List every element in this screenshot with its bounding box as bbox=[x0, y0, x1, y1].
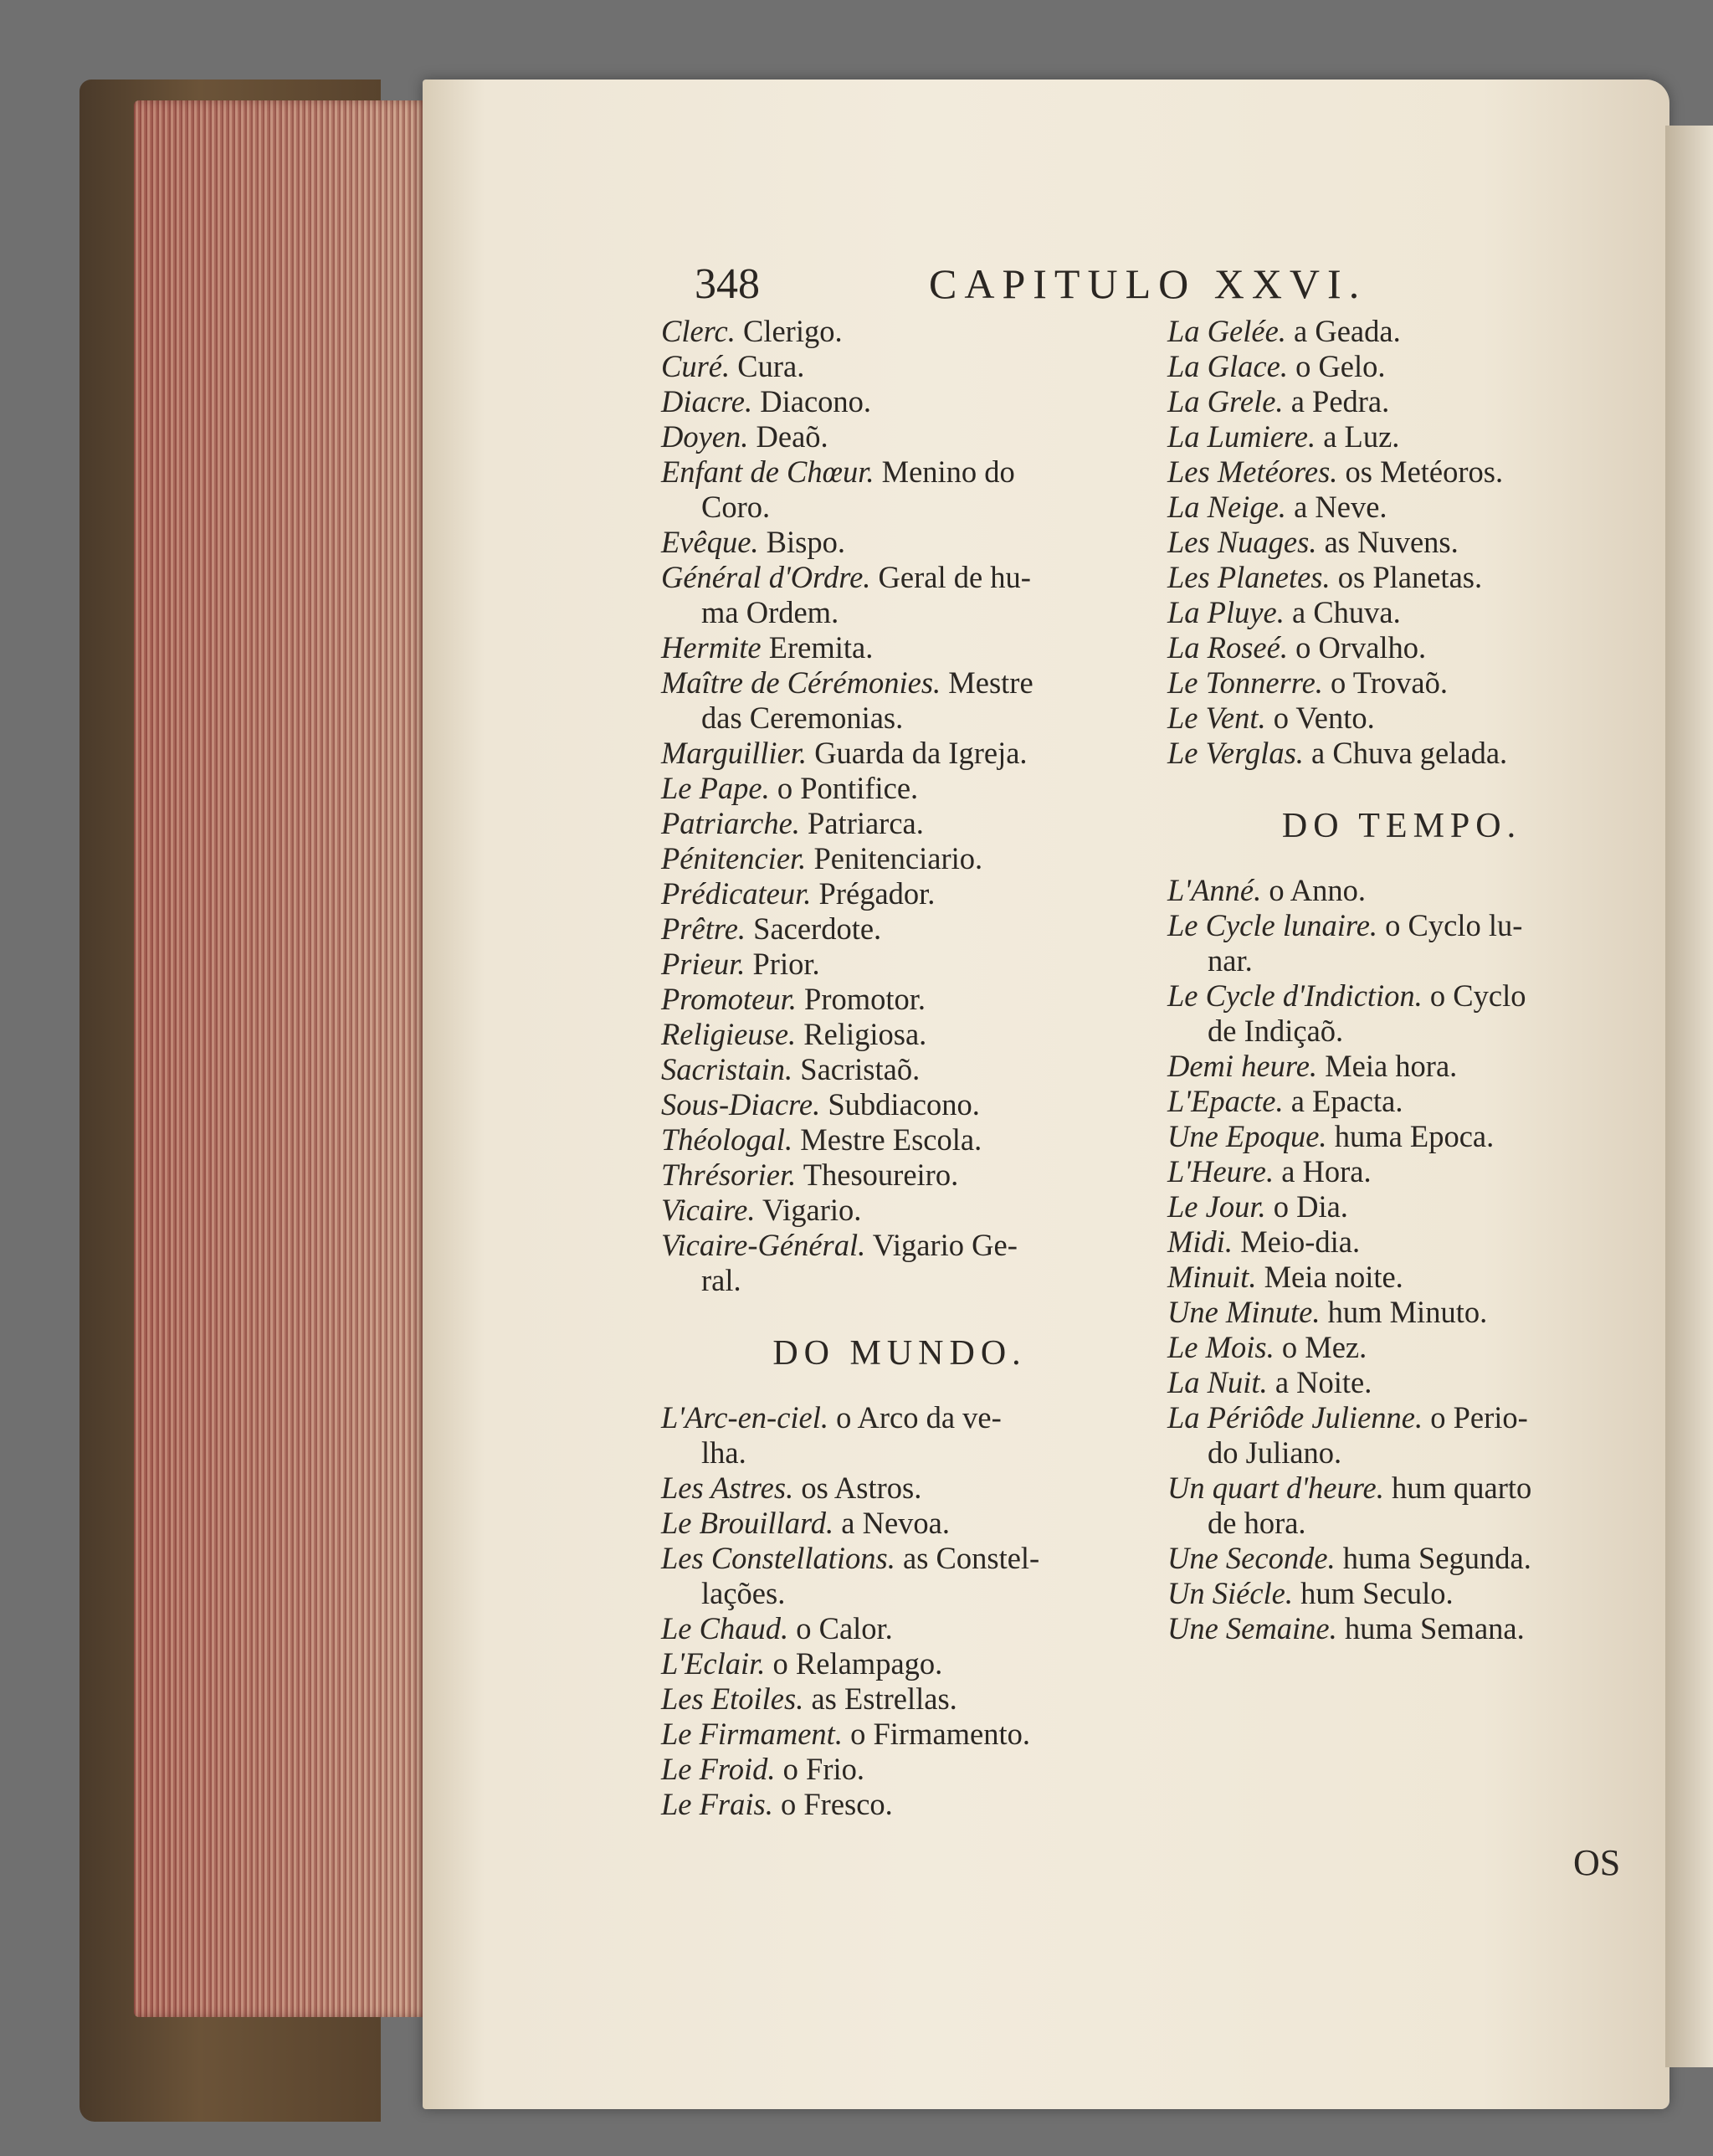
glossary-entry bbox=[661, 665, 1138, 701]
portuguese-term: o Perio- bbox=[1430, 1400, 1528, 1435]
french-term: La Grele. bbox=[1167, 384, 1284, 418]
french-term: Les Astres. bbox=[661, 1471, 794, 1505]
glossary-entry bbox=[661, 947, 1138, 982]
french-term: Le Cycle lunaire. bbox=[1167, 908, 1378, 942]
portuguese-term: Prégador. bbox=[818, 876, 936, 911]
french-term: La Nuit. bbox=[1167, 1365, 1268, 1399]
entry-continuation: lha. bbox=[701, 1435, 746, 1470]
glossary-entry bbox=[661, 314, 1138, 349]
portuguese-term: Cura. bbox=[737, 349, 805, 383]
french-term: Les Metéores. bbox=[1167, 454, 1338, 489]
french-term: Le Pape. bbox=[661, 771, 770, 805]
portuguese-term: huma Semana. bbox=[1344, 1611, 1525, 1645]
french-term: Le Cycle d'Indiction. bbox=[1167, 978, 1423, 1013]
portuguese-term: Menino do bbox=[881, 454, 1015, 489]
glossary-entry bbox=[1167, 1576, 1636, 1611]
portuguese-term: Mestre Escola. bbox=[800, 1122, 982, 1157]
glossary-entry bbox=[661, 1052, 1138, 1087]
glossary-entry bbox=[661, 1611, 1138, 1646]
french-term: Un quart d'heure. bbox=[1167, 1471, 1384, 1505]
portuguese-term: Meia noite. bbox=[1264, 1260, 1403, 1294]
french-term: Le Brouillard. bbox=[661, 1506, 834, 1540]
french-term: La Périôde Julienne. bbox=[1167, 1400, 1423, 1435]
glossary-entry bbox=[661, 1787, 1138, 1822]
french-term: Maître de Cérémonies. bbox=[661, 665, 941, 700]
french-term: Un Siécle. bbox=[1167, 1576, 1293, 1610]
portuguese-term: Bispo. bbox=[766, 525, 845, 559]
portuguese-term: o Frio. bbox=[782, 1752, 865, 1786]
portuguese-term: a Neve. bbox=[1294, 490, 1387, 524]
french-term: Une Seconde. bbox=[1167, 1541, 1336, 1575]
french-term: Evêque. bbox=[661, 525, 759, 559]
french-term: L'Heure. bbox=[1167, 1154, 1274, 1188]
portuguese-term: Prior. bbox=[752, 947, 820, 981]
french-term: La Lumiere. bbox=[1167, 419, 1316, 454]
portuguese-term: huma Epoca. bbox=[1334, 1119, 1495, 1153]
portuguese-term: as Estrellas. bbox=[811, 1681, 957, 1716]
glossary-entry bbox=[1167, 665, 1636, 701]
portuguese-term: o Anno. bbox=[1269, 873, 1366, 907]
glossary-entry bbox=[661, 736, 1138, 771]
french-term: Patriarche. bbox=[661, 806, 800, 840]
glossary-entry bbox=[1167, 595, 1636, 630]
portuguese-term: Sacristaõ. bbox=[800, 1052, 921, 1086]
portuguese-term: Geral de hu- bbox=[878, 560, 1031, 594]
french-term: Sous-Diacre. bbox=[661, 1087, 821, 1122]
portuguese-term: a Nevoa. bbox=[841, 1506, 951, 1540]
entry-continuation: lações. bbox=[701, 1576, 786, 1610]
french-term: Doyen. bbox=[661, 419, 749, 454]
glossary-entry bbox=[1167, 490, 1636, 525]
glossary-entry bbox=[661, 1122, 1138, 1158]
glossary-entry bbox=[1167, 384, 1636, 419]
french-term: Religieuse. bbox=[661, 1017, 797, 1051]
glossary-entry bbox=[1167, 454, 1636, 490]
french-term: Le Firmament. bbox=[661, 1717, 843, 1751]
portuguese-term: Thesoureiro. bbox=[803, 1158, 959, 1192]
portuguese-term: Clerigo. bbox=[743, 314, 843, 348]
glossary-entry bbox=[661, 1400, 1138, 1435]
portuguese-term: hum Minuto. bbox=[1327, 1295, 1488, 1329]
glossary-entry bbox=[661, 1017, 1138, 1052]
french-term: L'Arc-en-ciel. bbox=[661, 1400, 829, 1435]
portuguese-term: o Fresco. bbox=[780, 1787, 893, 1821]
portuguese-term: o Orvalho. bbox=[1295, 630, 1427, 665]
entry-list-do-tempo bbox=[1167, 873, 1636, 1646]
glossary-entry bbox=[1167, 560, 1636, 595]
french-term: Le Frais. bbox=[661, 1787, 773, 1821]
section-title-do-tempo: DO TEMPO. bbox=[1281, 807, 1522, 845]
french-term: Les Nuages. bbox=[1167, 525, 1317, 559]
glossary-entry bbox=[1167, 1365, 1636, 1400]
french-term: Le Froid. bbox=[661, 1752, 776, 1786]
portuguese-term: o Cyclo lu- bbox=[1385, 908, 1523, 942]
french-term: Hermite bbox=[661, 630, 762, 665]
glossary-entry bbox=[1167, 908, 1636, 943]
portuguese-term: Religiosa. bbox=[803, 1017, 927, 1051]
glossary-entry bbox=[1167, 1541, 1636, 1576]
entry-list-weather bbox=[1167, 314, 1636, 771]
french-term: Une Semaine. bbox=[1167, 1611, 1337, 1645]
entry-continuation: das Ceremonias. bbox=[701, 701, 904, 735]
french-term: Le Verglas. bbox=[1167, 736, 1304, 770]
french-term: La Pluye. bbox=[1167, 595, 1285, 629]
glossary-entry bbox=[661, 1471, 1138, 1506]
french-term: Vicaire. bbox=[661, 1193, 756, 1227]
glossary-entry bbox=[1167, 1049, 1636, 1084]
page-number: 348 bbox=[695, 260, 760, 308]
portuguese-term: as Constel- bbox=[903, 1541, 1040, 1575]
entry-continuation: Coro. bbox=[701, 490, 771, 524]
portuguese-term: huma Segunda. bbox=[1342, 1541, 1531, 1575]
glossary-entry bbox=[1167, 525, 1636, 560]
french-term: Diacre. bbox=[661, 384, 753, 418]
portuguese-term: Penitenciario. bbox=[813, 841, 983, 875]
french-term: Minuit. bbox=[1167, 1260, 1257, 1294]
glossary-entry bbox=[661, 1087, 1138, 1122]
glossary-entry bbox=[1167, 1611, 1636, 1646]
glossary-entry bbox=[661, 1681, 1138, 1717]
left-column bbox=[661, 314, 1138, 1822]
portuguese-term: o Pontifice. bbox=[777, 771, 919, 805]
glossary-entry bbox=[1167, 630, 1636, 665]
portuguese-term: Eremita. bbox=[768, 630, 874, 665]
portuguese-term: Sacerdote. bbox=[753, 911, 882, 946]
portuguese-term: os Astros. bbox=[801, 1471, 922, 1505]
french-term: Théologal. bbox=[661, 1122, 793, 1157]
french-term: L'Epacte. bbox=[1167, 1084, 1284, 1118]
page-header bbox=[695, 259, 1640, 310]
portuguese-term: Meia hora. bbox=[1325, 1049, 1458, 1083]
right-column bbox=[1167, 314, 1636, 1646]
entry-list-do-mundo bbox=[661, 1400, 1138, 1822]
glossary-entry bbox=[661, 384, 1138, 419]
glossary-entry bbox=[1167, 314, 1636, 349]
french-term: Le Chaud. bbox=[661, 1611, 789, 1645]
portuguese-term: os Metéoros. bbox=[1345, 454, 1504, 489]
glossary-entry bbox=[661, 1506, 1138, 1541]
glossary-entry bbox=[1167, 419, 1636, 454]
entry-continuation: ma Ordem. bbox=[701, 595, 839, 629]
glossary-entry bbox=[661, 1752, 1138, 1787]
glossary-entry bbox=[661, 1717, 1138, 1752]
entry-continuation: do Juliano. bbox=[1208, 1435, 1342, 1470]
glossary-entry bbox=[661, 982, 1138, 1017]
glossary-entry bbox=[661, 630, 1138, 665]
portuguese-term: Patriarca. bbox=[808, 806, 924, 840]
portuguese-term: o Mez. bbox=[1281, 1330, 1367, 1364]
portuguese-term: a Epacta. bbox=[1290, 1084, 1403, 1118]
entry-continuation: de hora. bbox=[1208, 1506, 1306, 1540]
french-term: Le Mois. bbox=[1167, 1330, 1274, 1364]
portuguese-term: os Planetas. bbox=[1337, 560, 1483, 594]
portuguese-term: a Chuva gelada. bbox=[1311, 736, 1508, 770]
portuguese-term: as Nuvens. bbox=[1324, 525, 1459, 559]
glossary-entry bbox=[661, 560, 1138, 595]
glossary-entry bbox=[661, 771, 1138, 806]
french-term: Une Minute. bbox=[1167, 1295, 1321, 1329]
french-term: Le Tonnerre. bbox=[1167, 665, 1323, 700]
glossary-entry bbox=[661, 1228, 1138, 1263]
glossary-entry bbox=[1167, 1084, 1636, 1119]
portuguese-term: Meio-dia. bbox=[1240, 1224, 1361, 1259]
glossary-entry bbox=[1167, 978, 1636, 1014]
glossary-entry bbox=[1167, 349, 1636, 384]
french-term: Promoteur. bbox=[661, 982, 797, 1016]
french-term: Midi. bbox=[1167, 1224, 1233, 1259]
catchword: OS bbox=[1573, 1842, 1621, 1883]
french-term: Thrésorier. bbox=[661, 1158, 797, 1192]
glossary-entry bbox=[1167, 1119, 1636, 1154]
glossary-entry bbox=[661, 1193, 1138, 1228]
glossary-entry bbox=[661, 349, 1138, 384]
french-term: La Neige. bbox=[1167, 490, 1286, 524]
portuguese-term: o Trovaõ. bbox=[1331, 665, 1448, 700]
glossary-entry bbox=[661, 1646, 1138, 1681]
glossary-entry bbox=[1167, 1224, 1636, 1260]
french-term: Prêtre. bbox=[661, 911, 746, 946]
french-term: Clerc. bbox=[661, 314, 736, 348]
french-term: Le Jour. bbox=[1167, 1189, 1266, 1224]
portuguese-term: o Relampago. bbox=[772, 1646, 943, 1681]
portuguese-term: o Vento. bbox=[1273, 701, 1375, 735]
portuguese-term: o Calor. bbox=[796, 1611, 893, 1645]
french-term: Sacristain. bbox=[661, 1052, 793, 1086]
glossary-entry bbox=[661, 454, 1138, 490]
portuguese-term: a Pedra. bbox=[1290, 384, 1390, 418]
french-term: Prieur. bbox=[661, 947, 746, 981]
glossary-entry bbox=[661, 525, 1138, 560]
entry-continuation: ral. bbox=[701, 1263, 741, 1297]
portuguese-term: o Firmamento. bbox=[850, 1717, 1030, 1751]
portuguese-term: Diacono. bbox=[760, 384, 872, 418]
french-term: Général d'Ordre. bbox=[661, 560, 871, 594]
glossary-entry bbox=[661, 1158, 1138, 1193]
french-term: L'Anné. bbox=[1167, 873, 1262, 907]
glossary-entry bbox=[661, 876, 1138, 911]
glossary-entry bbox=[661, 911, 1138, 947]
section-title-do-mundo: DO MUNDO. bbox=[772, 1334, 1027, 1373]
portuguese-term: a Luz. bbox=[1323, 419, 1400, 454]
portuguese-term: hum Seculo. bbox=[1300, 1576, 1454, 1610]
portuguese-term: o Arco da ve- bbox=[836, 1400, 1002, 1435]
french-term: La Glace. bbox=[1167, 349, 1288, 383]
portuguese-term: a Noite. bbox=[1274, 1365, 1372, 1399]
portuguese-term: o Dia. bbox=[1273, 1189, 1348, 1224]
portuguese-term: Mestre bbox=[948, 665, 1033, 700]
glossary-entry bbox=[1167, 1260, 1636, 1295]
glossary-entry bbox=[661, 419, 1138, 454]
glossary-entry bbox=[661, 806, 1138, 841]
glossary-entry bbox=[1167, 1400, 1636, 1435]
french-term: Demi heure. bbox=[1167, 1049, 1318, 1083]
entry-continuation: de Indiçaõ. bbox=[1208, 1014, 1344, 1048]
glossary-entry bbox=[1167, 1330, 1636, 1365]
french-term: Le Vent. bbox=[1167, 701, 1266, 735]
french-term: Les Etoiles. bbox=[661, 1681, 804, 1716]
portuguese-term: o Gelo. bbox=[1295, 349, 1386, 383]
portuguese-term: o Cyclo bbox=[1429, 978, 1526, 1013]
glossary-entry bbox=[1167, 1189, 1636, 1224]
french-term: Vicaire-Général. bbox=[661, 1228, 866, 1262]
portuguese-term: a Hora. bbox=[1281, 1154, 1372, 1188]
entry-continuation: nar. bbox=[1208, 943, 1253, 978]
glossary-entry bbox=[1167, 1471, 1636, 1506]
portuguese-term: hum quarto bbox=[1392, 1471, 1532, 1505]
french-term: Curé. bbox=[661, 349, 731, 383]
portuguese-term: Deaõ. bbox=[756, 419, 828, 454]
french-term: Marguillier. bbox=[661, 736, 808, 770]
french-term: La Roseé. bbox=[1167, 630, 1288, 665]
glossary-entry bbox=[1167, 873, 1636, 908]
french-term: Les Constellations. bbox=[661, 1541, 895, 1575]
glossary-entry bbox=[1167, 701, 1636, 736]
glossary-entry bbox=[1167, 1295, 1636, 1330]
entry-list-ecclesiastics bbox=[661, 314, 1138, 1298]
french-term: Pénitencier. bbox=[661, 841, 807, 875]
portuguese-term: a Chuva. bbox=[1292, 595, 1401, 629]
french-term: Une Epoque. bbox=[1167, 1119, 1327, 1153]
french-term: Prédicateur. bbox=[661, 876, 812, 911]
french-term: Les Planetes. bbox=[1167, 560, 1331, 594]
portuguese-term: Promotor. bbox=[804, 982, 926, 1016]
portuguese-term: a Geada. bbox=[1294, 314, 1401, 348]
glossary-entry bbox=[661, 1541, 1138, 1576]
portuguese-term: Vigario Ge- bbox=[872, 1228, 1018, 1262]
glossary-entry bbox=[1167, 736, 1636, 771]
french-term: L'Eclair. bbox=[661, 1646, 766, 1681]
running-head: CAPITULO XXVI. bbox=[929, 260, 1367, 307]
portuguese-term: Vigario. bbox=[762, 1193, 862, 1227]
glossary-entry bbox=[1167, 1154, 1636, 1189]
glossary-entry bbox=[661, 841, 1138, 876]
portuguese-term: Guarda da Igreja. bbox=[814, 736, 1028, 770]
french-term: Enfant de Chœur. bbox=[661, 454, 874, 489]
french-term: La Gelée. bbox=[1167, 314, 1286, 348]
portuguese-term: Subdiacono. bbox=[828, 1087, 980, 1122]
